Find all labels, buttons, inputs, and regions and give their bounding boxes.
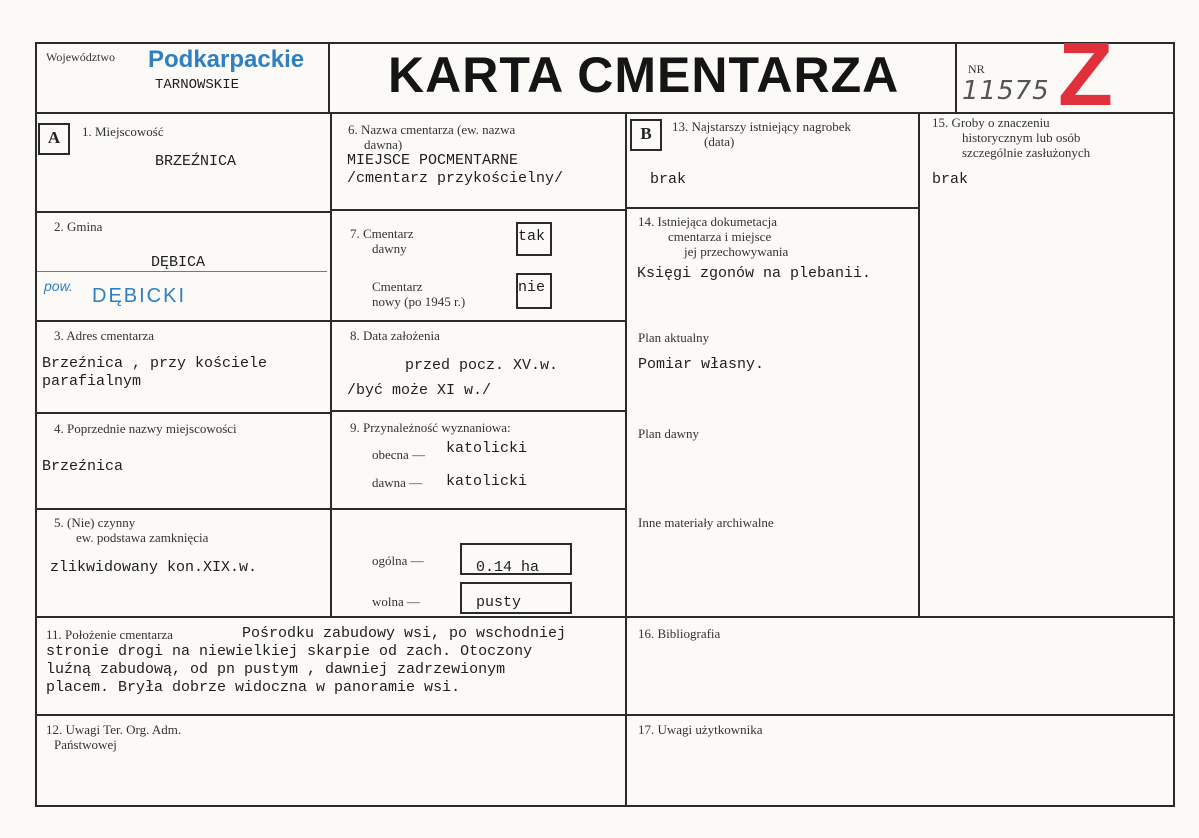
field-2-value: DĘBICA [151,254,206,271]
row-line-2 [35,320,332,322]
field-17-label: 17. Uwagi użytkownika [638,722,763,737]
field-12-label-line2: Państwowej [54,737,117,752]
field-14-value: Księgi zgonów na plebanii. [637,265,872,282]
field-1-label: 1. Miejscowość [82,124,164,139]
section-b-marker: B [630,119,662,151]
field-5-label-line2: ew. podstawa zamknięcia [76,530,209,545]
field-11-label: 11. Położenie cmentarza [46,627,173,642]
field-8-value-line2: /być może XI w./ [347,382,492,399]
field-15-label-line3: szczególnie zasłużonych [962,145,1091,160]
field-11-line3: luźną zabudową, od pn pustym , dawniej zadrzewionym [46,661,506,678]
frame-right [1173,42,1175,807]
field-8-label: 8. Data założenia [350,328,440,343]
field-10-total-value: 0.14 ha [476,559,540,576]
other-materials-label: Inne materiały archiwalne [638,515,774,530]
field-4-label: 4. Poprzednie nazwy miejscowości [54,421,237,436]
field-11-line2: stronie drogi na niewielkiej skarpie od zach. Otoczony [46,643,533,660]
field-5-label-line1: 5. (Nie) czynny [54,515,136,530]
right-mid-row-line [625,207,920,209]
wojewodztwo-label: Województwo [46,50,116,64]
field-2-pow-prefix: pow. [44,278,73,294]
plan-old-label: Plan dawny [638,426,700,441]
field-13-label-line1: 13. Najstarszy istniejący nagrobek [672,119,852,134]
field-3-value-line2: parafialnym [42,373,142,390]
field-9-former-value: katolicki [446,473,528,490]
category-mark: Z [1058,25,1113,125]
mid-row-line-2 [330,320,627,322]
field-7-old-value: tak [518,228,546,245]
field-9-former-label: dawna — [372,475,423,490]
field-10-free-value: pusty [476,594,522,611]
field-13-label-line2: (data) [704,134,735,149]
row-line-1 [35,211,332,213]
field-10-free-label: wolna — [372,594,421,609]
field-5-value: zlikwidowany kon.XIX.w. [50,559,258,576]
field-6-value-line2: /cmentarz przykościelny/ [347,170,564,187]
wojewodztwo-typed: TARNOWSKIE [155,77,240,93]
mid-row-line-4 [330,508,627,510]
nr-value: 11575 [962,76,1050,106]
field-2-pow-value: DĘBICKI [92,285,187,307]
field-7-new-label-line2: nowy (po 1945 r.) [372,294,466,309]
row-line-bottom-2 [35,714,1175,716]
field-12-label-line1: 12. Uwagi Ter. Org. Adm. [46,722,182,737]
plan-current-label: Plan aktualny [638,330,710,345]
field-10-total-label: ogólna — [372,553,424,568]
header-divider-left [328,42,330,112]
header-divider-right [955,42,957,112]
field-16-label: 16. Bibliografia [638,626,721,641]
header-bottom [35,112,1175,114]
nr-label: NR [968,62,985,76]
field-1-value: BRZEŹNICA [155,153,237,170]
field-9-label: 9. Przynależność wyznaniowa: [350,420,511,435]
col-divider-2 [625,112,627,807]
frame-bottom [35,805,1175,807]
field-4-value: Brzeźnica [42,458,124,475]
mid-row-line-1 [330,209,627,211]
page-title: KARTA CMENTARZA [388,47,900,103]
section-a-marker: A [38,123,70,155]
col-divider-3 [918,112,920,618]
field-15-label-line2: historycznym lub osób [962,130,1081,145]
field-9-current-label: obecna — [372,447,426,462]
wojewodztwo-stamp: Podkarpackie [148,46,305,73]
field-11-line1: Pośrodku zabudowy wsi, po wschodniej [242,625,567,642]
plan-current-value: Pomiar własny. [638,356,765,373]
field-7-old-label-line2: dawny [372,241,407,256]
field-3-value-line1: Brzeźnica , przy kościele [42,355,268,372]
field-13-value: brak [650,171,687,188]
field-7-old-label-line1: 7. Cmentarz [350,226,414,241]
field-7-new-value: nie [518,279,546,296]
frame-top [35,42,1175,44]
field-15-label-line1: 15. Groby o znaczeniu [932,115,1050,130]
field-14-label-line2: cmentarza i miejsce [668,229,772,244]
row-line-3 [35,412,332,414]
field-14-label-line1: 14. Istniejąca dokumetacja [638,214,777,229]
field-8-value-line1: przed pocz. XV.w. [405,357,559,374]
field-6-label-line2: dawna) [364,137,403,152]
field-6-label-line1: 6. Nazwa cmentarza (ew. nazwa [348,122,516,137]
field-14-label-line3: jej przechowywania [684,244,789,259]
field-9-current-value: katolicki [446,440,528,457]
row-line-bottom-1 [35,616,1175,618]
mid-row-line-3 [330,410,627,412]
row-line-4 [35,508,332,510]
field-15-value: brak [932,171,969,188]
frame-left [35,42,37,807]
field-3-label: 3. Adres cmentarza [54,328,154,343]
field-7-new-label-line1: Cmentarz [372,279,423,294]
col-divider-1 [330,112,332,618]
field-6-value-line1: MIEJSCE POCMENTARNE [347,152,519,169]
field-2-label: 2. Gmina [54,219,103,234]
field-11-line4: placem. Bryła dobrze widoczna w panoramie wsi. [46,679,461,696]
